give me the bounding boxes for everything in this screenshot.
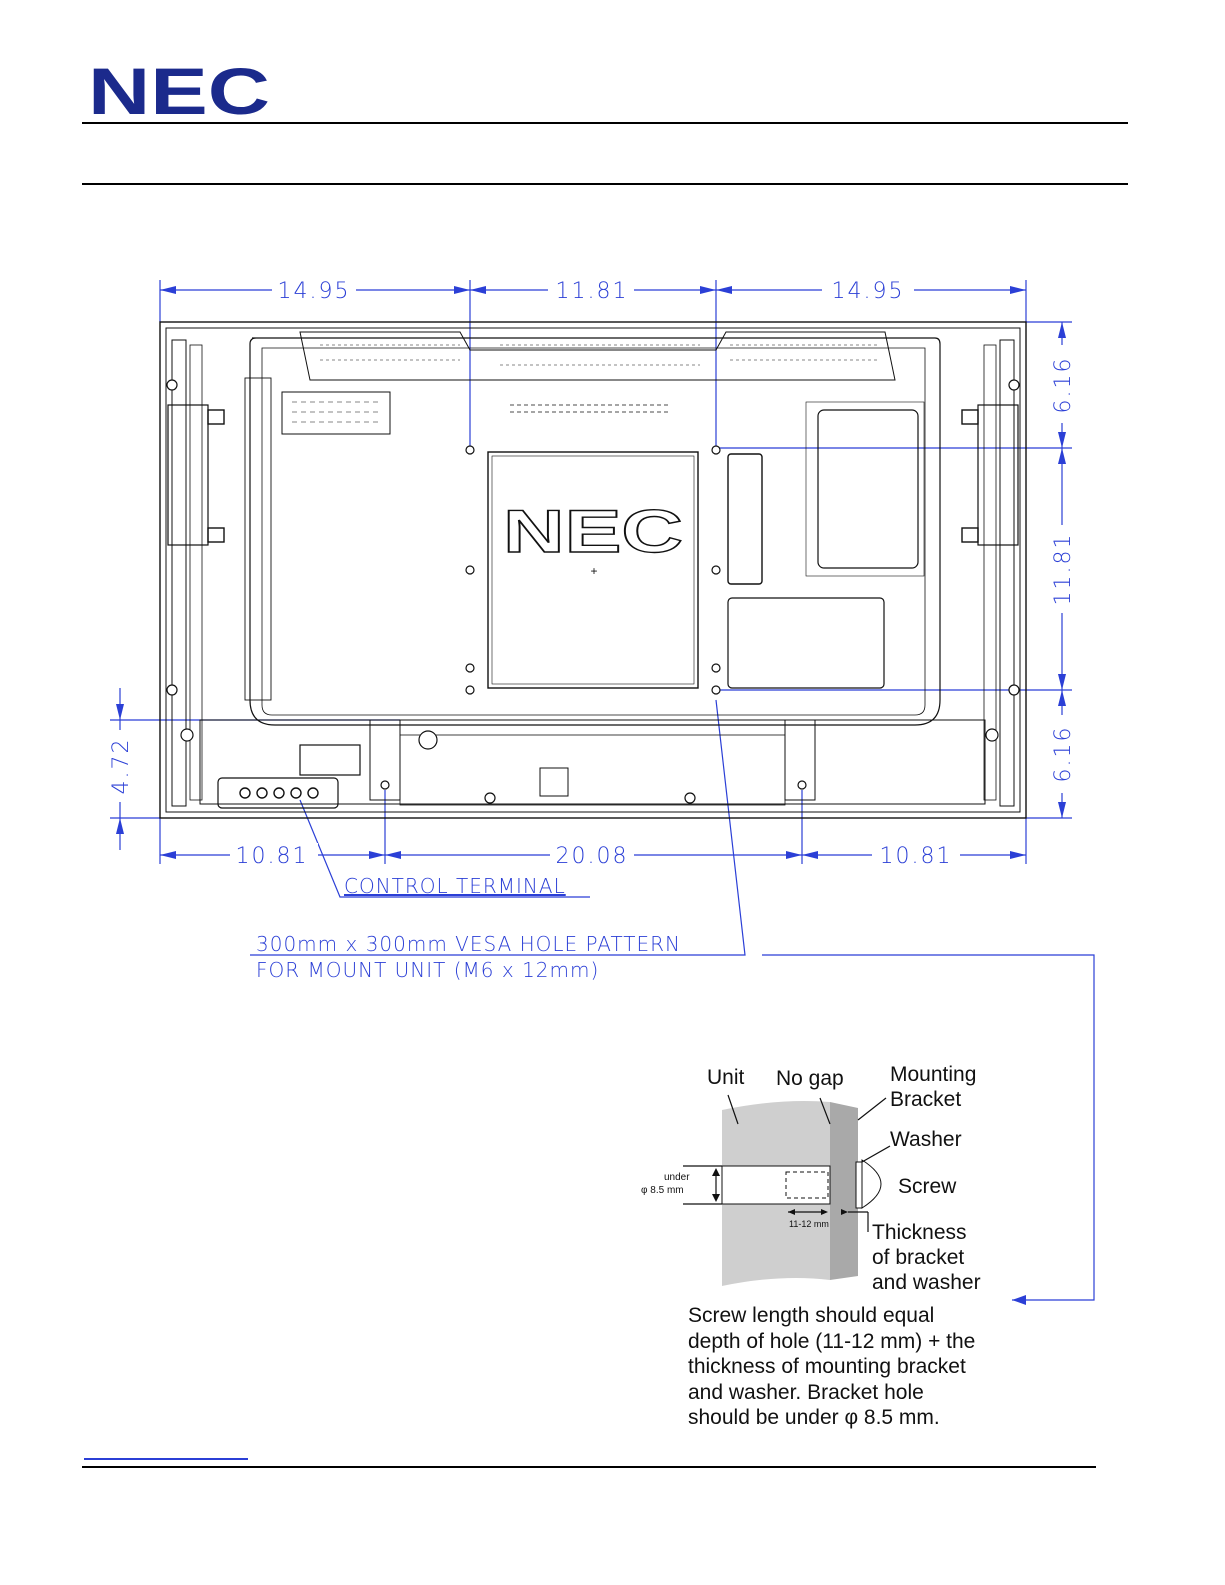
footer-rule — [82, 1466, 1096, 1468]
label-screw: Screw — [898, 1175, 957, 1198]
label-phi: φ 8.5 mm — [641, 1185, 684, 1196]
washer — [856, 1162, 862, 1208]
note-line-3: thickness of mounting bracket — [688, 1355, 966, 1378]
left-dim: 4.72 — [109, 737, 134, 795]
label-depth: 11-12 mm — [789, 1219, 829, 1229]
screw-head — [862, 1160, 881, 1208]
back-logo: NEC — [503, 498, 683, 565]
callout-vesa-line1: 300mm x 300mm VESA HOLE PATTERN — [256, 932, 682, 956]
top-dim-center: 11.81 — [555, 279, 629, 304]
label-thickness-line2: of bracket — [872, 1246, 965, 1269]
top-dim-right: 14.95 — [831, 279, 905, 304]
bracket-body — [830, 1102, 858, 1280]
callout-vesa-line2: FOR MOUNT UNIT (M6 x 12mm) — [256, 958, 600, 982]
screw-length-note — [688, 1303, 988, 1431]
label-under: under — [664, 1172, 690, 1183]
top-dim-left: 14.95 — [277, 279, 351, 304]
right-dim-middle: 11.81 — [1051, 532, 1076, 606]
screw-hole — [722, 1166, 830, 1204]
label-mounting-line1: Mounting — [890, 1063, 977, 1086]
label-no-gap: No gap — [776, 1067, 844, 1090]
label-thickness-line3: and washer — [872, 1271, 981, 1294]
center-mark: + — [590, 564, 598, 578]
right-dim-top: 6.16 — [1051, 356, 1076, 414]
label-thickness-line1: Thickness — [872, 1221, 967, 1244]
right-dim-bottom: 6.16 — [1051, 725, 1076, 783]
note-line-1: Screw length should equal — [688, 1304, 935, 1327]
label-washer: Washer — [890, 1128, 962, 1151]
label-unit: Unit — [707, 1066, 745, 1089]
bottom-dim-left: 10.81 — [235, 844, 309, 869]
callout-control-terminal: CONTROL TERMINAL — [344, 874, 566, 898]
footer-link-underline[interactable] — [84, 1458, 248, 1460]
bottom-dim-right: 10.81 — [879, 844, 953, 869]
note-line-4: and washer. Bracket hole — [688, 1380, 924, 1404]
nec-logo-text: NEC — [88, 64, 270, 120]
bottom-dim-center: 20.08 — [555, 844, 629, 869]
note-line-2: depth of hole (11-12 mm) + the — [688, 1329, 976, 1353]
note-line-5: should be under φ 8.5 mm. — [688, 1406, 940, 1429]
label-mounting-line2: Bracket — [890, 1088, 962, 1111]
